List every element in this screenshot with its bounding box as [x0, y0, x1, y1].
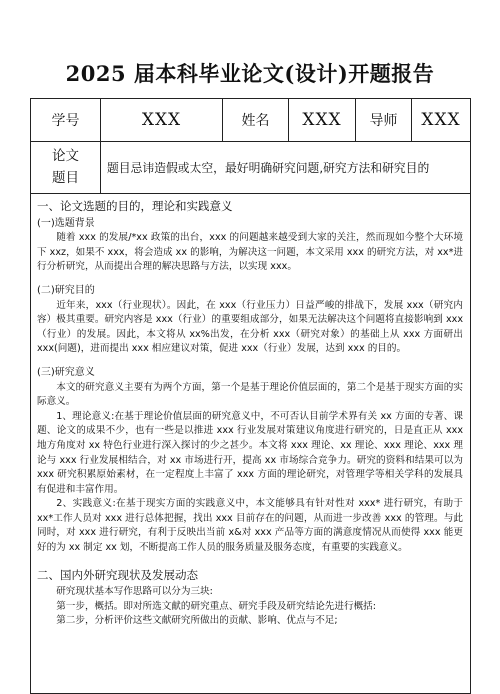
section2-intro: 研究现状基本写作思路可以分为三块: — [56, 586, 213, 598]
section2-step2: 第二步，分析评价这些文献研究所做出的贡献、影响、优点与不足; — [56, 615, 338, 627]
name-label: 姓名 — [223, 99, 289, 141]
section1-heading: 一、论文选题的目的，理论和实践意义 — [37, 199, 233, 213]
student-id-value: XXX — [101, 99, 223, 141]
advisor-label: 导师 — [356, 99, 412, 141]
topic-label-line1: 论文 — [52, 148, 79, 164]
purpose-text: 近年来，xxx（行业现状）。因此，在 xxx（行业压力）日益严峻的排战下，发展 xxx（研究内容）极其重要。研究内容是 xxx（行业）的重要组成部分，如果无法解决这个问题将直接影响到 xxx（行业）的发展。因此，本文将从 xx%出发，在分析 xxx（研究对象）的基础上从 xxx 方面研出 xxx(问题)，进而提出 xxx 相应建议对策，促进 xxx（行业）发展，达到 xxx 的目的。 — [37, 299, 463, 355]
background-text: 随着 xxx 的发展/*xx 政策的出台，xxx 的问题越来越受到大家的关注，然而现如今整个大环境下 xxz，如果不 xxx，将会造成 xx 的影响，为解决这一问题，本文采用 xxx 的研究方法，对 xx*进行分析研究，从而提出合理的解决思路与方法，以实现 xxx。 — [37, 232, 463, 273]
significance-heading: (三)研究意义 — [37, 366, 95, 378]
topic-label — [31, 141, 101, 193]
report-body — [37, 199, 463, 629]
advisor-value: XXX — [421, 110, 461, 130]
report-title: 2025 届本科毕业论文(设计)开题报告 — [65, 61, 435, 86]
info-row — [31, 99, 470, 142]
student-id-label: 学号 — [31, 99, 101, 141]
topic-label-line2: 题目 — [52, 170, 79, 186]
practice-significance: 2、实践意义:在基于现实方面的实践意义中，本文能够具有针对性对 xxx* 进行研究，有助于 xx*工作人员对 xxx 进行总体把握，找出 xxx 目前存在的问题，从而进一步改善 xxx 的管理。与此同时，对 xxx 进行研究，有利于反映出当前 x&对 xxx 产品等方面的满意度情况从而使得 xxx 能更好的为 xx 制定 xx 划，不断提高工作人员的服务质量及服务态度，有重要的实践意义。 — [37, 498, 463, 554]
purpose-heading: (二)研究目的 — [37, 284, 95, 296]
section2-step1: 第一步，概括。即对所选文献的研究重点、研究手段及研究结论先进行概括: — [56, 600, 377, 612]
significance-intro: 本文的研究意义主要有为两个方面，第一个是基于理论价值层面的，第二个是基于现实方面的实际意义。 — [37, 381, 463, 408]
name-value: XXX — [289, 99, 356, 141]
topic-value: 题目忌讳造假或太空，最好明确研究问题,研究方法和研究目的 — [107, 160, 430, 175]
section2-heading: 二、国内外研究现状及发展动态 — [37, 567, 198, 582]
background-heading: (一)选题背景 — [37, 217, 95, 229]
report-form-table — [30, 98, 471, 694]
topic-row — [31, 141, 470, 194]
theory-significance: 1、理论意义:在基于理论价值层面的研究意义中，不可否认目前学术界有关 xx 方面的专著、课题、论文的成果不少，也有一些是以推进 xxx 行业发展对策建议角度进行研究的，日是直正从 xxx 地方角度对 xx 特色行业进行深入探讨的少之甚少。本文将 xxx 理论、xx 理论、xxx 理论、xxx 理论与 xxx 行业发展相结合，对 xx 市场进行开，提高 xx 市场综合竞争力。研究的资料和结果可以为 xxx 研究积累原始素材，在一定程度上丰富了 xxx 方面的理论研究，对管理学等相关学科的发展具有促进和丰富作用。 — [37, 410, 463, 495]
